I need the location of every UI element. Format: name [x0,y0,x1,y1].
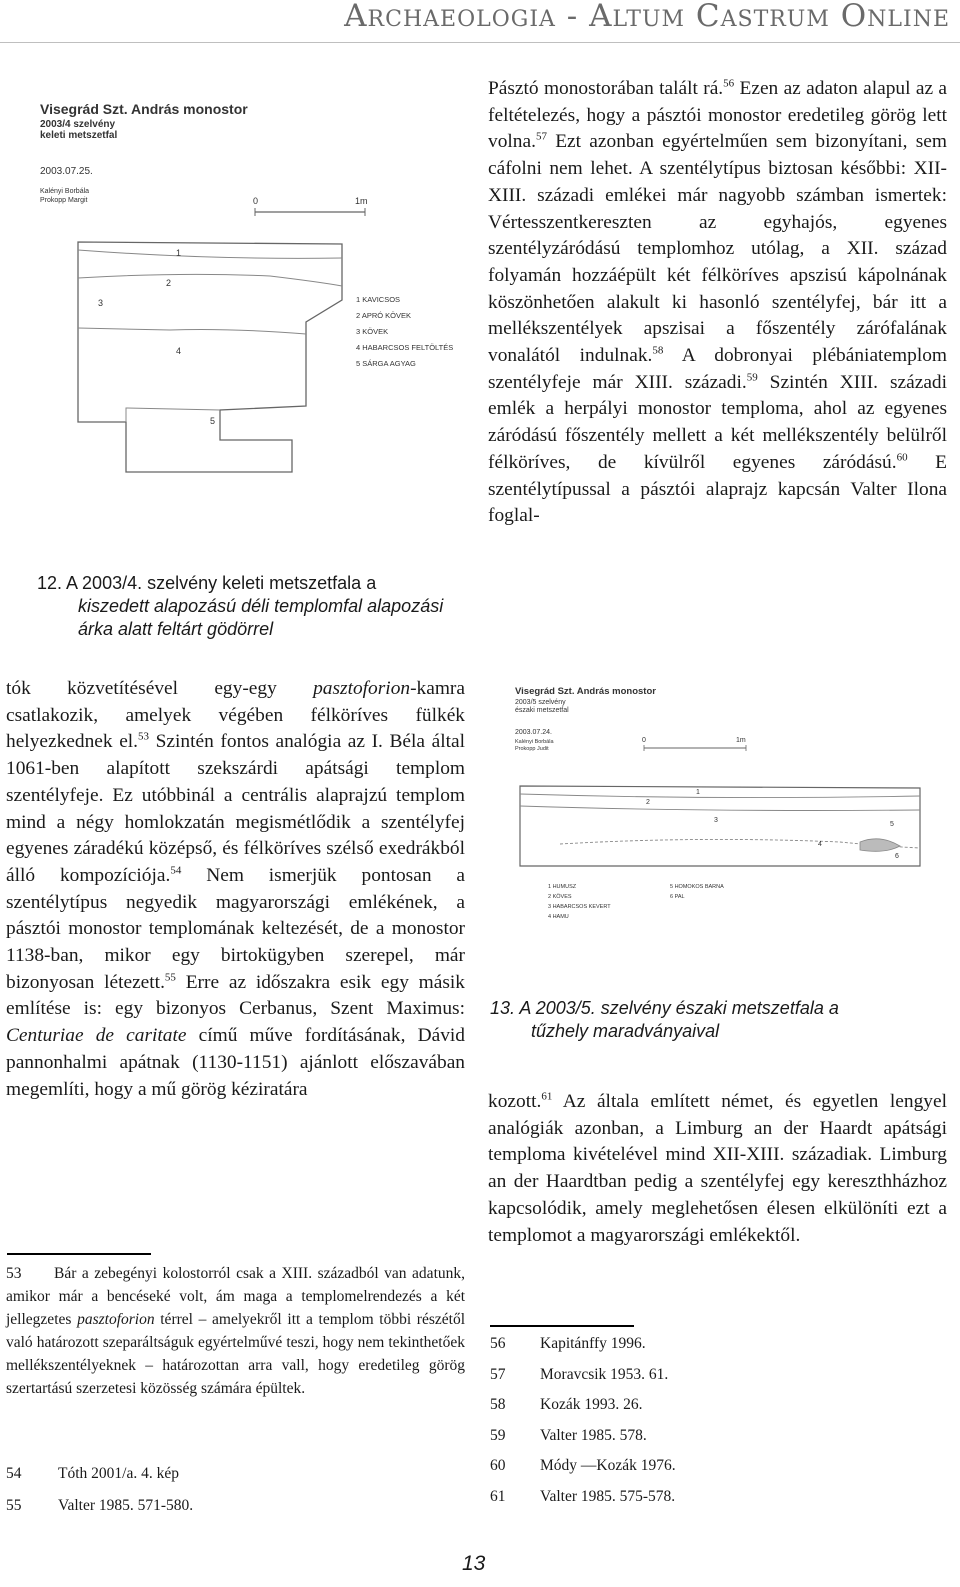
figure-12-caption-line1: 12. A 2003/4. szelvény keleti metszetfala a [37,573,377,593]
fig13-legend-item: 5 HOMOKOS BARNA [670,884,724,890]
fig13-section-outline [520,786,920,866]
fig12-scale-start: 0 [253,196,259,206]
fig13-hearth-remains [860,839,900,852]
footnote-ref-57: 57 [535,130,547,143]
fig12-site-label: Visegrád Szt. András monostor [40,101,248,117]
fig13-legend-item: 4 HAMU [548,914,569,920]
fig12-layer-boundary [78,250,342,258]
figure-13-caption-line1: 13. A 2003/5. szelvény északi metszetfala a [490,998,839,1018]
fig12-layer-number: 4 [176,346,182,356]
footnote-list-left [6,1464,193,1527]
fig13-layer-boundary [520,806,920,811]
figure-12-caption [37,572,477,641]
fig13-layer-number: 1 [696,789,700,796]
figure-12-caption-rest: kiszedett alapozású déli templomfal alapozási árka alatt feltárt gödörrel [78,596,444,639]
fig13-legend-item: 1 HUMUSZ [548,884,577,890]
fig12-layer-boundary [126,408,220,422]
fig12-legend-item: 3 KÖVEK [356,327,389,336]
fig13-layer-number: 5 [890,821,894,828]
fig12-legend-item: 1 KAVICSOS [356,295,401,304]
fig13-author-2: Prokopp Judit [515,746,549,752]
figure-13-section-drawing [500,676,940,986]
footnote-ref-54: 54 [170,864,182,877]
fig13-view-label: északi metszetfal [515,707,569,714]
footnote-item: 61 Valter 1985. 575-578. [490,1487,676,1505]
fig13-layer-boundary [520,794,920,798]
footnote-ref-60: 60 [896,451,908,464]
fig13-author-1: Kalényi Borbála [515,739,554,745]
fig12-legend-item: 2 APRÓ KÖVEK [356,311,412,320]
footnote-ref-59: 59 [746,371,758,384]
fig13-trench-label: 2003/5 szelvény [515,699,566,706]
body-paragraph-left-column: tók közvetítésével egy-egy pasztoforion-kamra csatlakozik, amelyek végében félköríves fülkék helyezkednek el.$^{53}$ Szintén fontos analógia az I. Béla által 1061-ben alapított szekszárdi apátsági templom szentélyfeje. Ez utóbbinál a centrális alaprajzú templom mind a négy homlokzatán megismétlődik a szentélyfej egyenes záradékú középső, és félköríves szélső exedrákból álló kompozíciója.$^{54}$ Nem ismerjük pontosan a szentélytípus negyedik magyarországi emlékének, a pásztói monostor templomának keltezését, de a monostor 1138-ban, mikor egy birtokügyben szerepel, már bizonyosan létezett.$^{55}$ Erre az időszakra esik egy másik említése is: egy bizonyos Cerbanus, Szent Maximus: Centuriae de caritate című műve fordításának, Dávid pannonhalmi apátnak (1130-1151) ajánlott előszavában megemlíti, hogy a mű görög kéziratára [6,678,466,1100]
fig12-legend-item: 5 SÁRGA AGYAG [356,359,416,368]
fig13-layer-number: 2 [646,799,650,806]
figure-13-caption [490,997,950,1043]
fig13-date: 2003.07.24. [515,729,552,736]
footnote-divider-right [490,1325,634,1327]
fig13-legend-item: 3 HABARCSOS KEVERT [548,904,611,910]
footnote-ref-53: 53 [138,730,150,743]
fig12-trench-label: 2003/4 szelvény [40,119,116,130]
fig13-site-label: Visegrád Szt. András monostor [515,686,656,697]
footnote-item: 54 Tóth 2001/a. 4. kép [6,1465,179,1482]
figure-12-section-drawing [30,92,470,572]
footnote-53: 53 Bár a zebegényi kolostorról csak a XIII. századból van adatunk, amikor már a bencéseké volt, ám maga a templomelrendezés a két jellegzetes pasztoforion térrel – amelyekről itt a templom többi részétől való határozott szeparáltságuk egyértelművé teszi, hogy nem tekinthetőek mellékszentélyeknek – határozottan arra vall, hogy eredetileg görög szertartású szerzetesi közösség számára épültek. [6,1262,465,1400]
footnote-item: 57 Moravcsik 1953. 61. [490,1365,669,1383]
figure-13-caption-rest: tűzhely maradványaival [531,1021,720,1041]
footnote-item: 56 Kapitánffy 1996. [490,1335,646,1352]
fig13-legend-item: 6 PAL [670,894,685,900]
fig12-layer-boundary [78,328,306,334]
footnote-item: 55 Valter 1985. 571-580. [6,1496,194,1514]
fig12-author-2: Prokopp Margit [40,197,88,204]
fig12-layer-boundary [78,274,342,286]
fig12-legend-item: 4 HABARCSOS FELTÖLTÉS [356,343,454,352]
footnote-ref-56: 56 [723,77,735,90]
fig12-layer-number: 1 [176,248,182,258]
fig13-scale-end: 1m [736,737,746,744]
fig12-date: 2003.07.25. [40,166,93,177]
fig12-author-1: Kalényi Borbála [40,188,90,195]
body-paragraph-bottom-right: kozott.$^{61}$ Az általa említett német, és egyetlen lengyel analógiák azonban, a Limburg an der Haardt apátsági temploma kivételével mind XII-XIII. századiak. Limburg an der Haardtban pedig a szentélyfej egy kereszthházhoz kapcsolódik, amely meglehetősen élesen elkülöníti ezt a templomot a magyarországi emlékektől. [488,1090,947,1246]
footnote-ref-61: 61 [541,1090,553,1103]
body-paragraph-top-right: Pásztó monostorában talált rá.$^{56}$ Ezen az adaton alapul az a feltételezés, hogy a pásztói monostor eredetileg görög lett volna.$^{57}$ Ezt azonban egyértelműen sem bizonyítani, sem cáfolni nem lehet. A szentélytípus biztosan későbbi: XII-XIII. századi emlékei már nagyobb számban ismertek: Vértesszentkereszten az egyhajós, egyenes szentélyzáródású templomhoz utólag, a XII. század folyamán hozzáépült két félköríves apszisú kápolnának köszönhetően alakult ki hasonló szentélyfej, bár itt a mellékszentélyek apszisai a főszentély zárófalának vonalától indulnak.$^{58}$ A dobronyai plébániatemplom szentélyfeje már XIII. századi.$^{59}$ Szintén XIII. századi emlék a herpályi monostor temploma, ahol az egyenes záródású főszentély mellett a két mellékszentély belülről félköríves, de kívülről egyenes záródású.$^{60}$ E szentélytípussal a pásztói alaprajz kapcsán Valter Ilona foglal- [488,77,948,527]
header-divider [0,42,960,43]
footnote-item: 58 Kozák 1993. 26. [490,1396,643,1414]
footnote-item: 60 Módy —Kozák 1976. [490,1457,676,1475]
journal-title: Archaeologia - Altum Castrum Online [344,0,950,34]
footnote-list-right [490,1334,676,1518]
fig13-scale-start: 0 [642,737,646,744]
fig13-layer-number: 3 [714,817,718,824]
footnote-ref-55: 55 [164,971,176,984]
footnote-53-number: 53 [6,1265,22,1282]
fig12-view-label: keleti metszetfal [40,130,118,141]
fig12-scale-end: 1m [355,196,368,206]
page-number: 13 [462,1552,486,1575]
fig13-legend-item: 2 KÖVES [548,894,572,900]
fig12-layer-number: 2 [166,278,172,288]
fig13-layer-number: 4 [818,841,822,848]
footnote-item: 59 Valter 1985. 578. [490,1426,647,1444]
fig12-layer-number: 3 [98,298,104,308]
fig12-layer-number: 5 [210,416,216,426]
fig13-layer-number: 6 [895,853,899,860]
footnote-ref-58: 58 [652,344,664,357]
footnote-divider-left [7,1253,151,1255]
